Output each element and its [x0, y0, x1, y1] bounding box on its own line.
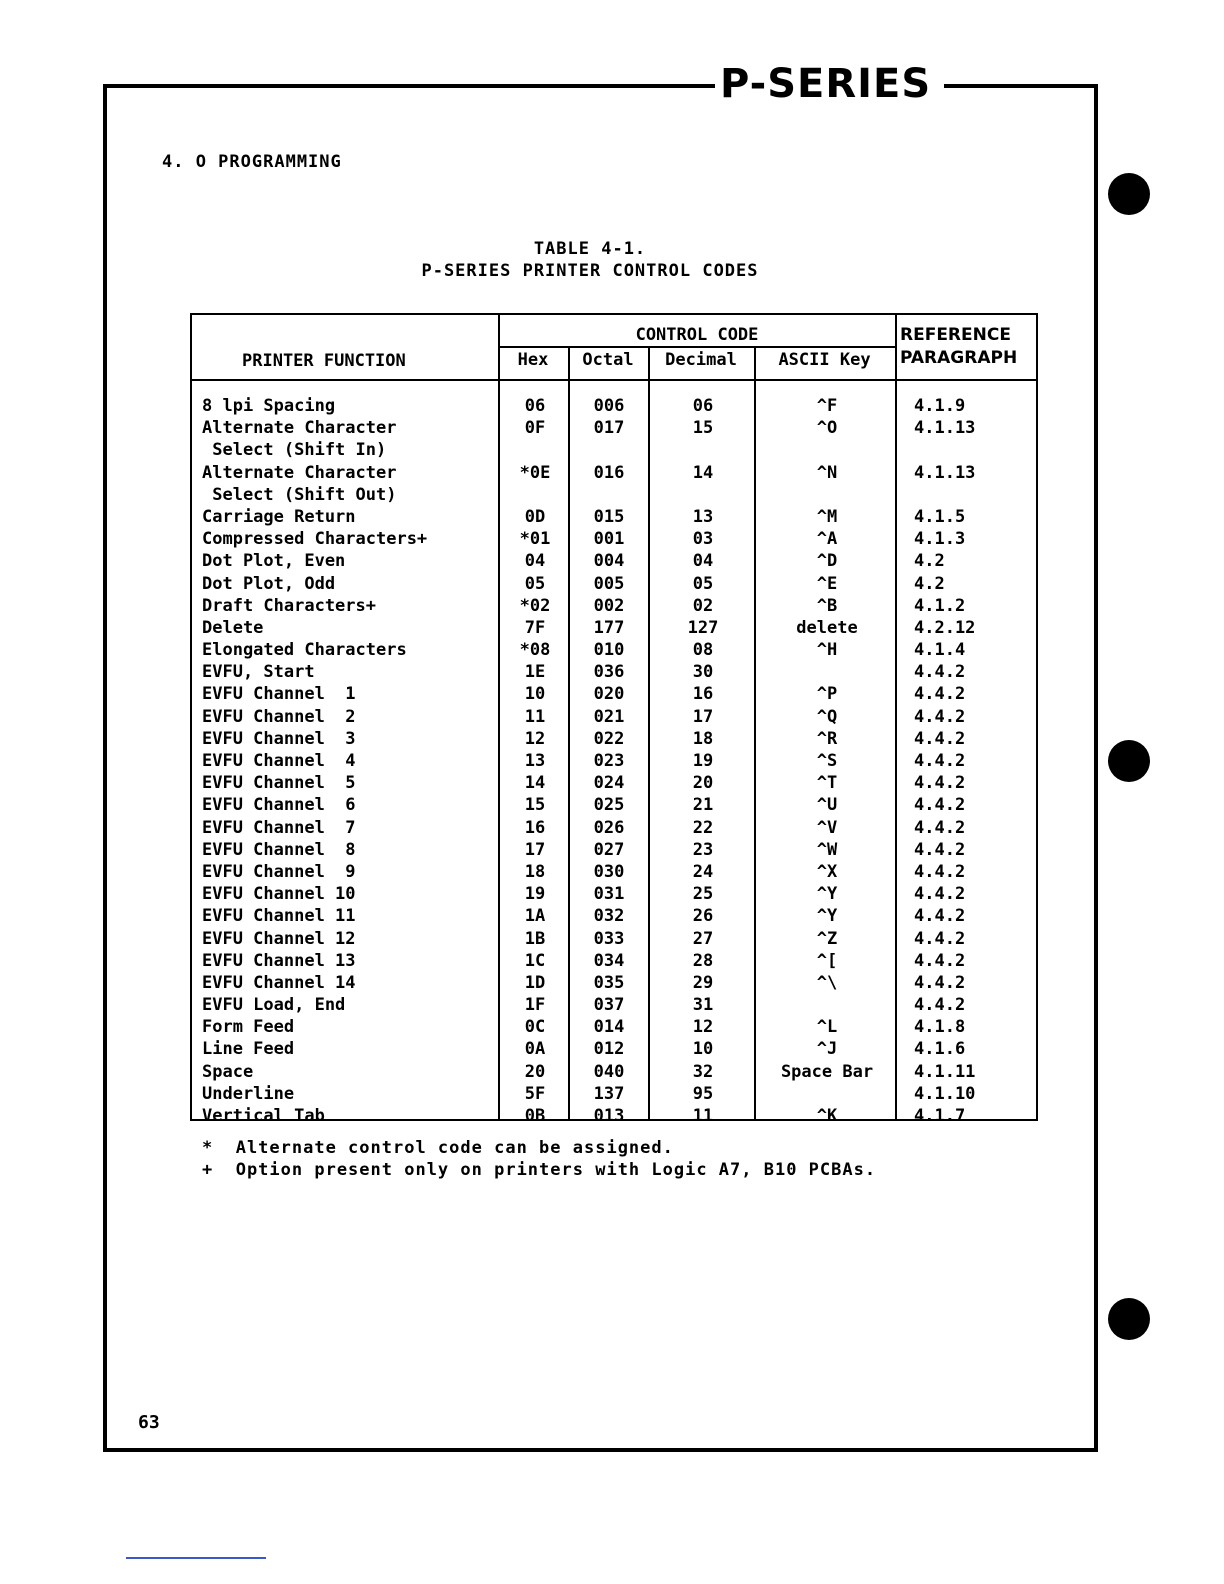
cell-decimal: 28 — [692, 950, 714, 971]
table-row — [192, 528, 1036, 550]
cell-function: EVFU Channel 8 — [202, 839, 356, 860]
cell-reference: 4.1.2 — [914, 595, 966, 616]
cell-octal: 032 — [593, 906, 625, 927]
cell-decimal: 32 — [692, 1061, 714, 1082]
cell-hex: 7F — [524, 617, 546, 638]
table-row — [192, 1038, 1036, 1060]
cell-ascii-key: ^\ — [816, 972, 838, 993]
cell-reference: 4.4.2 — [914, 662, 966, 683]
cell-ascii-key: ^R — [816, 728, 838, 749]
cell-octal: 001 — [593, 529, 625, 550]
cell-function: Dot Plot, Odd — [202, 573, 336, 594]
header-divider — [498, 346, 896, 348]
cell-hex: 12 — [524, 728, 546, 749]
cell-decimal: 127 — [687, 617, 719, 638]
cell-decimal: 05 — [692, 573, 714, 594]
cell-octal: 021 — [593, 706, 625, 727]
cell-ascii-key: ^E — [816, 573, 838, 594]
cell-decimal: 04 — [692, 551, 714, 572]
cell-reference: 4.4.2 — [914, 950, 966, 971]
cell-decimal: 21 — [692, 795, 714, 816]
cell-ascii-key: ^Z — [816, 928, 838, 949]
header-octal: Octal — [582, 350, 634, 370]
cell-hex: 0D — [524, 506, 546, 527]
table-row — [192, 950, 1036, 972]
table-row — [192, 506, 1036, 528]
cell-reference: 4.1.4 — [914, 640, 966, 661]
cell-octal: 137 — [593, 1083, 625, 1104]
cell-decimal: 16 — [692, 684, 714, 705]
cell-ascii-key: ^J — [816, 1039, 838, 1060]
cell-hex: 17 — [524, 839, 546, 860]
cell-octal: 005 — [593, 573, 625, 594]
cell-function: EVFU Channel 9 — [202, 861, 356, 882]
cell-hex: 05 — [524, 573, 546, 594]
cell-hex: 1C — [524, 950, 546, 971]
table-row — [192, 550, 1036, 572]
cell-ascii-key: ^Q — [816, 706, 838, 727]
cell-decimal: 30 — [692, 662, 714, 683]
cell-hex: 13 — [524, 751, 546, 772]
table-row — [192, 595, 1036, 617]
table-row — [192, 794, 1036, 816]
cell-hex: *01 — [519, 529, 551, 550]
table-row — [192, 839, 1036, 861]
cell-reference: 4.4.2 — [914, 728, 966, 749]
cell-decimal: 13 — [692, 506, 714, 527]
cell-ascii-key: ^V — [816, 817, 838, 838]
cell-function: Vertical Tab — [202, 1106, 325, 1127]
cell-octal: 014 — [593, 1017, 625, 1038]
decorative-underline — [126, 1557, 266, 1559]
cell-octal: 015 — [593, 506, 625, 527]
cell-hex: 1F — [524, 995, 546, 1016]
cell-octal: 016 — [593, 462, 625, 483]
cell-decimal: 20 — [692, 773, 714, 794]
cell-hex: *0E — [519, 462, 551, 483]
frame-top-border-left — [103, 84, 715, 88]
cell-decimal: 19 — [692, 751, 714, 772]
cell-decimal: 22 — [692, 817, 714, 838]
cell-reference: 4.1.11 — [914, 1061, 976, 1082]
cell-decimal: 15 — [692, 418, 714, 439]
header-decimal: Decimal — [665, 350, 737, 370]
cell-decimal: 25 — [692, 884, 714, 905]
table-row — [192, 1061, 1036, 1083]
cell-octal: 013 — [593, 1106, 625, 1127]
cell-reference: 4.1.13 — [914, 418, 976, 439]
cell-decimal: 29 — [692, 972, 714, 993]
table-row — [192, 883, 1036, 905]
header-control-code: CONTROL CODE — [635, 325, 759, 345]
cell-ascii-key: ^X — [816, 861, 838, 882]
cell-octal: 034 — [593, 950, 625, 971]
cell-octal: 027 — [593, 839, 625, 860]
cell-function: EVFU Channel 2 — [202, 706, 356, 727]
cell-function: Delete — [202, 617, 264, 638]
cell-octal: 023 — [593, 751, 625, 772]
cell-ascii-key: ^O — [816, 418, 838, 439]
brand-title: P-SERIES — [720, 61, 932, 107]
cell-ascii-key: ^H — [816, 640, 838, 661]
cell-ascii-key: Space Bar — [780, 1061, 874, 1082]
cell-hex: 14 — [524, 773, 546, 794]
header-hex: Hex — [517, 350, 549, 370]
cell-reference: 4.2 — [914, 551, 945, 572]
cell-octal: 006 — [593, 396, 625, 416]
binder-hole-icon — [1108, 1298, 1150, 1340]
cell-ascii-key: ^U — [816, 795, 838, 816]
cell-reference: 4.1.13 — [914, 462, 976, 483]
cell-ascii-key: ^K — [816, 1106, 838, 1127]
table-row — [192, 772, 1036, 794]
cell-function: EVFU Channel 4 — [202, 751, 356, 772]
cell-ascii-key: ^[ — [816, 950, 838, 971]
cell-function: Line Feed — [202, 1039, 295, 1060]
cell-decimal: 27 — [692, 928, 714, 949]
cell-function: Alternate Character Select (Shift In) — [202, 418, 397, 461]
table-row — [192, 750, 1036, 772]
cell-decimal: 12 — [692, 1017, 714, 1038]
cell-hex: 0F — [524, 418, 546, 439]
cell-reference: 4.4.2 — [914, 817, 966, 838]
cell-hex: 06 — [524, 396, 546, 416]
cell-decimal: 10 — [692, 1039, 714, 1060]
cell-hex: *02 — [519, 595, 551, 616]
control-codes-table — [190, 313, 1038, 1127]
cell-ascii-key: ^B — [816, 595, 838, 616]
cell-decimal: 26 — [692, 906, 714, 927]
cell-hex: 1B — [524, 928, 546, 949]
cell-hex: 20 — [524, 1061, 546, 1082]
cell-decimal: 17 — [692, 706, 714, 727]
header-printer-function: PRINTER FUNCTION — [242, 351, 406, 371]
table-caption-title: P-SERIES PRINTER CONTROL CODES — [421, 261, 759, 281]
cell-hex: 18 — [524, 861, 546, 882]
cell-reference: 4.4.2 — [914, 972, 966, 993]
table-row — [192, 1016, 1036, 1038]
cell-decimal: 14 — [692, 462, 714, 483]
table-row — [192, 817, 1036, 839]
cell-ascii-key: ^Y — [816, 906, 838, 927]
table-row — [192, 1105, 1036, 1127]
cell-decimal: 23 — [692, 839, 714, 860]
cell-ascii-key: ^S — [816, 751, 838, 772]
cell-function: Elongated Characters — [202, 640, 407, 661]
cell-reference: 4.1.8 — [914, 1017, 966, 1038]
cell-function: EVFU Channel 11 — [202, 906, 356, 927]
cell-decimal: 02 — [692, 595, 714, 616]
table-row — [192, 994, 1036, 1016]
cell-function: 8 lpi Spacing — [202, 396, 336, 416]
cell-hex: 04 — [524, 551, 546, 572]
cell-ascii-key: ^F — [816, 396, 838, 416]
table-body — [192, 395, 1036, 1127]
cell-reference: 4.1.6 — [914, 1039, 966, 1060]
cell-reference: 4.4.2 — [914, 906, 966, 927]
cell-hex: 1A — [524, 906, 546, 927]
cell-decimal: 95 — [692, 1083, 714, 1104]
cell-function: EVFU Channel 6 — [202, 795, 356, 816]
table-row — [192, 683, 1036, 705]
frame-top-border-right — [944, 84, 1098, 88]
cell-reference: 4.1.7 — [914, 1106, 966, 1127]
header-reference-line1: REFERENCE — [900, 325, 1011, 345]
table-row — [192, 972, 1036, 994]
cell-hex: 1D — [524, 972, 546, 993]
cell-ascii-key: ^A — [816, 529, 838, 550]
table-row — [192, 861, 1036, 883]
cell-reference: 4.4.2 — [914, 884, 966, 905]
cell-octal: 040 — [593, 1061, 625, 1082]
cell-function: EVFU, Start — [202, 662, 315, 683]
cell-ascii-key: ^N — [816, 462, 838, 483]
cell-function: Underline — [202, 1083, 295, 1104]
table-row — [192, 1083, 1036, 1105]
table-row — [192, 728, 1036, 750]
cell-octal: 017 — [593, 418, 625, 439]
section-title: 4. O PROGRAMMING — [162, 152, 342, 172]
cell-function: EVFU Load, End — [202, 995, 346, 1016]
cell-octal: 031 — [593, 884, 625, 905]
cell-octal: 035 — [593, 972, 625, 993]
table-row — [192, 395, 1036, 417]
cell-decimal: 18 — [692, 728, 714, 749]
cell-function: Compressed Characters+ — [202, 529, 428, 550]
binder-hole-icon — [1108, 740, 1150, 782]
frame-right-border — [1094, 84, 1098, 1452]
cell-decimal: 31 — [692, 995, 714, 1016]
cell-reference: 4.4.2 — [914, 861, 966, 882]
cell-ascii-key: ^M — [816, 506, 838, 527]
cell-hex: 16 — [524, 817, 546, 838]
cell-decimal: 24 — [692, 861, 714, 882]
table-row — [192, 573, 1036, 595]
cell-reference: 4.4.2 — [914, 995, 966, 1016]
cell-octal: 022 — [593, 728, 625, 749]
frame-left-border — [103, 84, 107, 1452]
cell-reference: 4.4.2 — [914, 795, 966, 816]
table-row — [192, 417, 1036, 461]
table-row — [192, 639, 1036, 661]
cell-octal: 036 — [593, 662, 625, 683]
cell-function: Form Feed — [202, 1017, 295, 1038]
cell-ascii-key: delete — [796, 617, 858, 638]
cell-function: EVFU Channel 13 — [202, 950, 356, 971]
cell-function: EVFU Channel 14 — [202, 972, 356, 993]
cell-reference: 4.4.2 — [914, 684, 966, 705]
cell-ascii-key: ^P — [816, 684, 838, 705]
cell-octal: 026 — [593, 817, 625, 838]
table-row — [192, 905, 1036, 927]
cell-octal: 002 — [593, 595, 625, 616]
header-reference-line2: PARAGRAPH — [900, 348, 1018, 368]
cell-reference: 4.1.9 — [914, 396, 966, 416]
cell-function: Draft Characters+ — [202, 595, 376, 616]
cell-function: Carriage Return — [202, 506, 356, 527]
header-ascii-key: ASCII Key — [778, 350, 871, 370]
cell-function: EVFU Channel 12 — [202, 928, 356, 949]
cell-reference: 4.4.2 — [914, 839, 966, 860]
cell-decimal: 08 — [692, 640, 714, 661]
cell-reference: 4.4.2 — [914, 928, 966, 949]
cell-hex: 10 — [524, 684, 546, 705]
cell-hex: 11 — [524, 706, 546, 727]
cell-octal: 033 — [593, 928, 625, 949]
cell-reference: 4.4.2 — [914, 773, 966, 794]
cell-hex: 19 — [524, 884, 546, 905]
cell-octal: 024 — [593, 773, 625, 794]
table-row — [192, 661, 1036, 683]
cell-function: Dot Plot, Even — [202, 551, 346, 572]
cell-octal: 030 — [593, 861, 625, 882]
cell-ascii-key: ^Y — [816, 884, 838, 905]
footnote-asterisk: * Alternate control code can be assigned. — [202, 1138, 674, 1158]
cell-octal: 025 — [593, 795, 625, 816]
cell-ascii-key: ^W — [816, 839, 838, 860]
cell-function: EVFU Channel 5 — [202, 773, 356, 794]
cell-hex: 1E — [524, 662, 546, 683]
cell-ascii-key: ^T — [816, 773, 838, 794]
cell-octal: 010 — [593, 640, 625, 661]
cell-octal: 004 — [593, 551, 625, 572]
table-row — [192, 617, 1036, 639]
cell-octal: 177 — [593, 617, 625, 638]
cell-function: Space — [202, 1061, 254, 1082]
cell-reference: 4.2 — [914, 573, 945, 594]
table-caption-number: TABLE 4-1. — [533, 239, 647, 259]
frame-bottom-border — [103, 1448, 1098, 1452]
cell-reference: 4.4.2 — [914, 751, 966, 772]
cell-decimal: 11 — [692, 1106, 714, 1127]
table-row — [192, 928, 1036, 950]
cell-octal: 037 — [593, 995, 625, 1016]
cell-hex: *08 — [519, 640, 551, 661]
footnote-plus: + Option present only on printers with Logic A7, B10 PCBAs. — [202, 1160, 877, 1180]
cell-hex: 15 — [524, 795, 546, 816]
binder-hole-icon — [1108, 173, 1150, 215]
cell-decimal: 03 — [692, 529, 714, 550]
cell-decimal: 06 — [692, 396, 714, 416]
cell-reference: 4.2.12 — [914, 617, 976, 638]
cell-octal: 020 — [593, 684, 625, 705]
cell-reference: 4.1.10 — [914, 1083, 976, 1104]
cell-function: EVFU Channel 7 — [202, 817, 356, 838]
header-bottom-rule — [192, 379, 1036, 381]
table-row — [192, 462, 1036, 506]
cell-function: EVFU Channel 1 — [202, 684, 356, 705]
cell-octal: 012 — [593, 1039, 625, 1060]
page-number: 63 — [138, 1412, 160, 1433]
cell-ascii-key: ^D — [816, 551, 838, 572]
cell-function: EVFU Channel 3 — [202, 728, 356, 749]
cell-hex: 0A — [524, 1039, 546, 1060]
cell-hex: 0B — [524, 1106, 546, 1127]
cell-reference: 4.4.2 — [914, 706, 966, 727]
cell-reference: 4.1.3 — [914, 529, 966, 550]
cell-reference: 4.1.5 — [914, 506, 966, 527]
cell-hex: 0C — [524, 1017, 546, 1038]
cell-function: EVFU Channel 10 — [202, 884, 356, 905]
table-row — [192, 706, 1036, 728]
cell-ascii-key: ^L — [816, 1017, 838, 1038]
cell-hex: 5F — [524, 1083, 546, 1104]
cell-function: Alternate Character Select (Shift Out) — [202, 462, 397, 505]
